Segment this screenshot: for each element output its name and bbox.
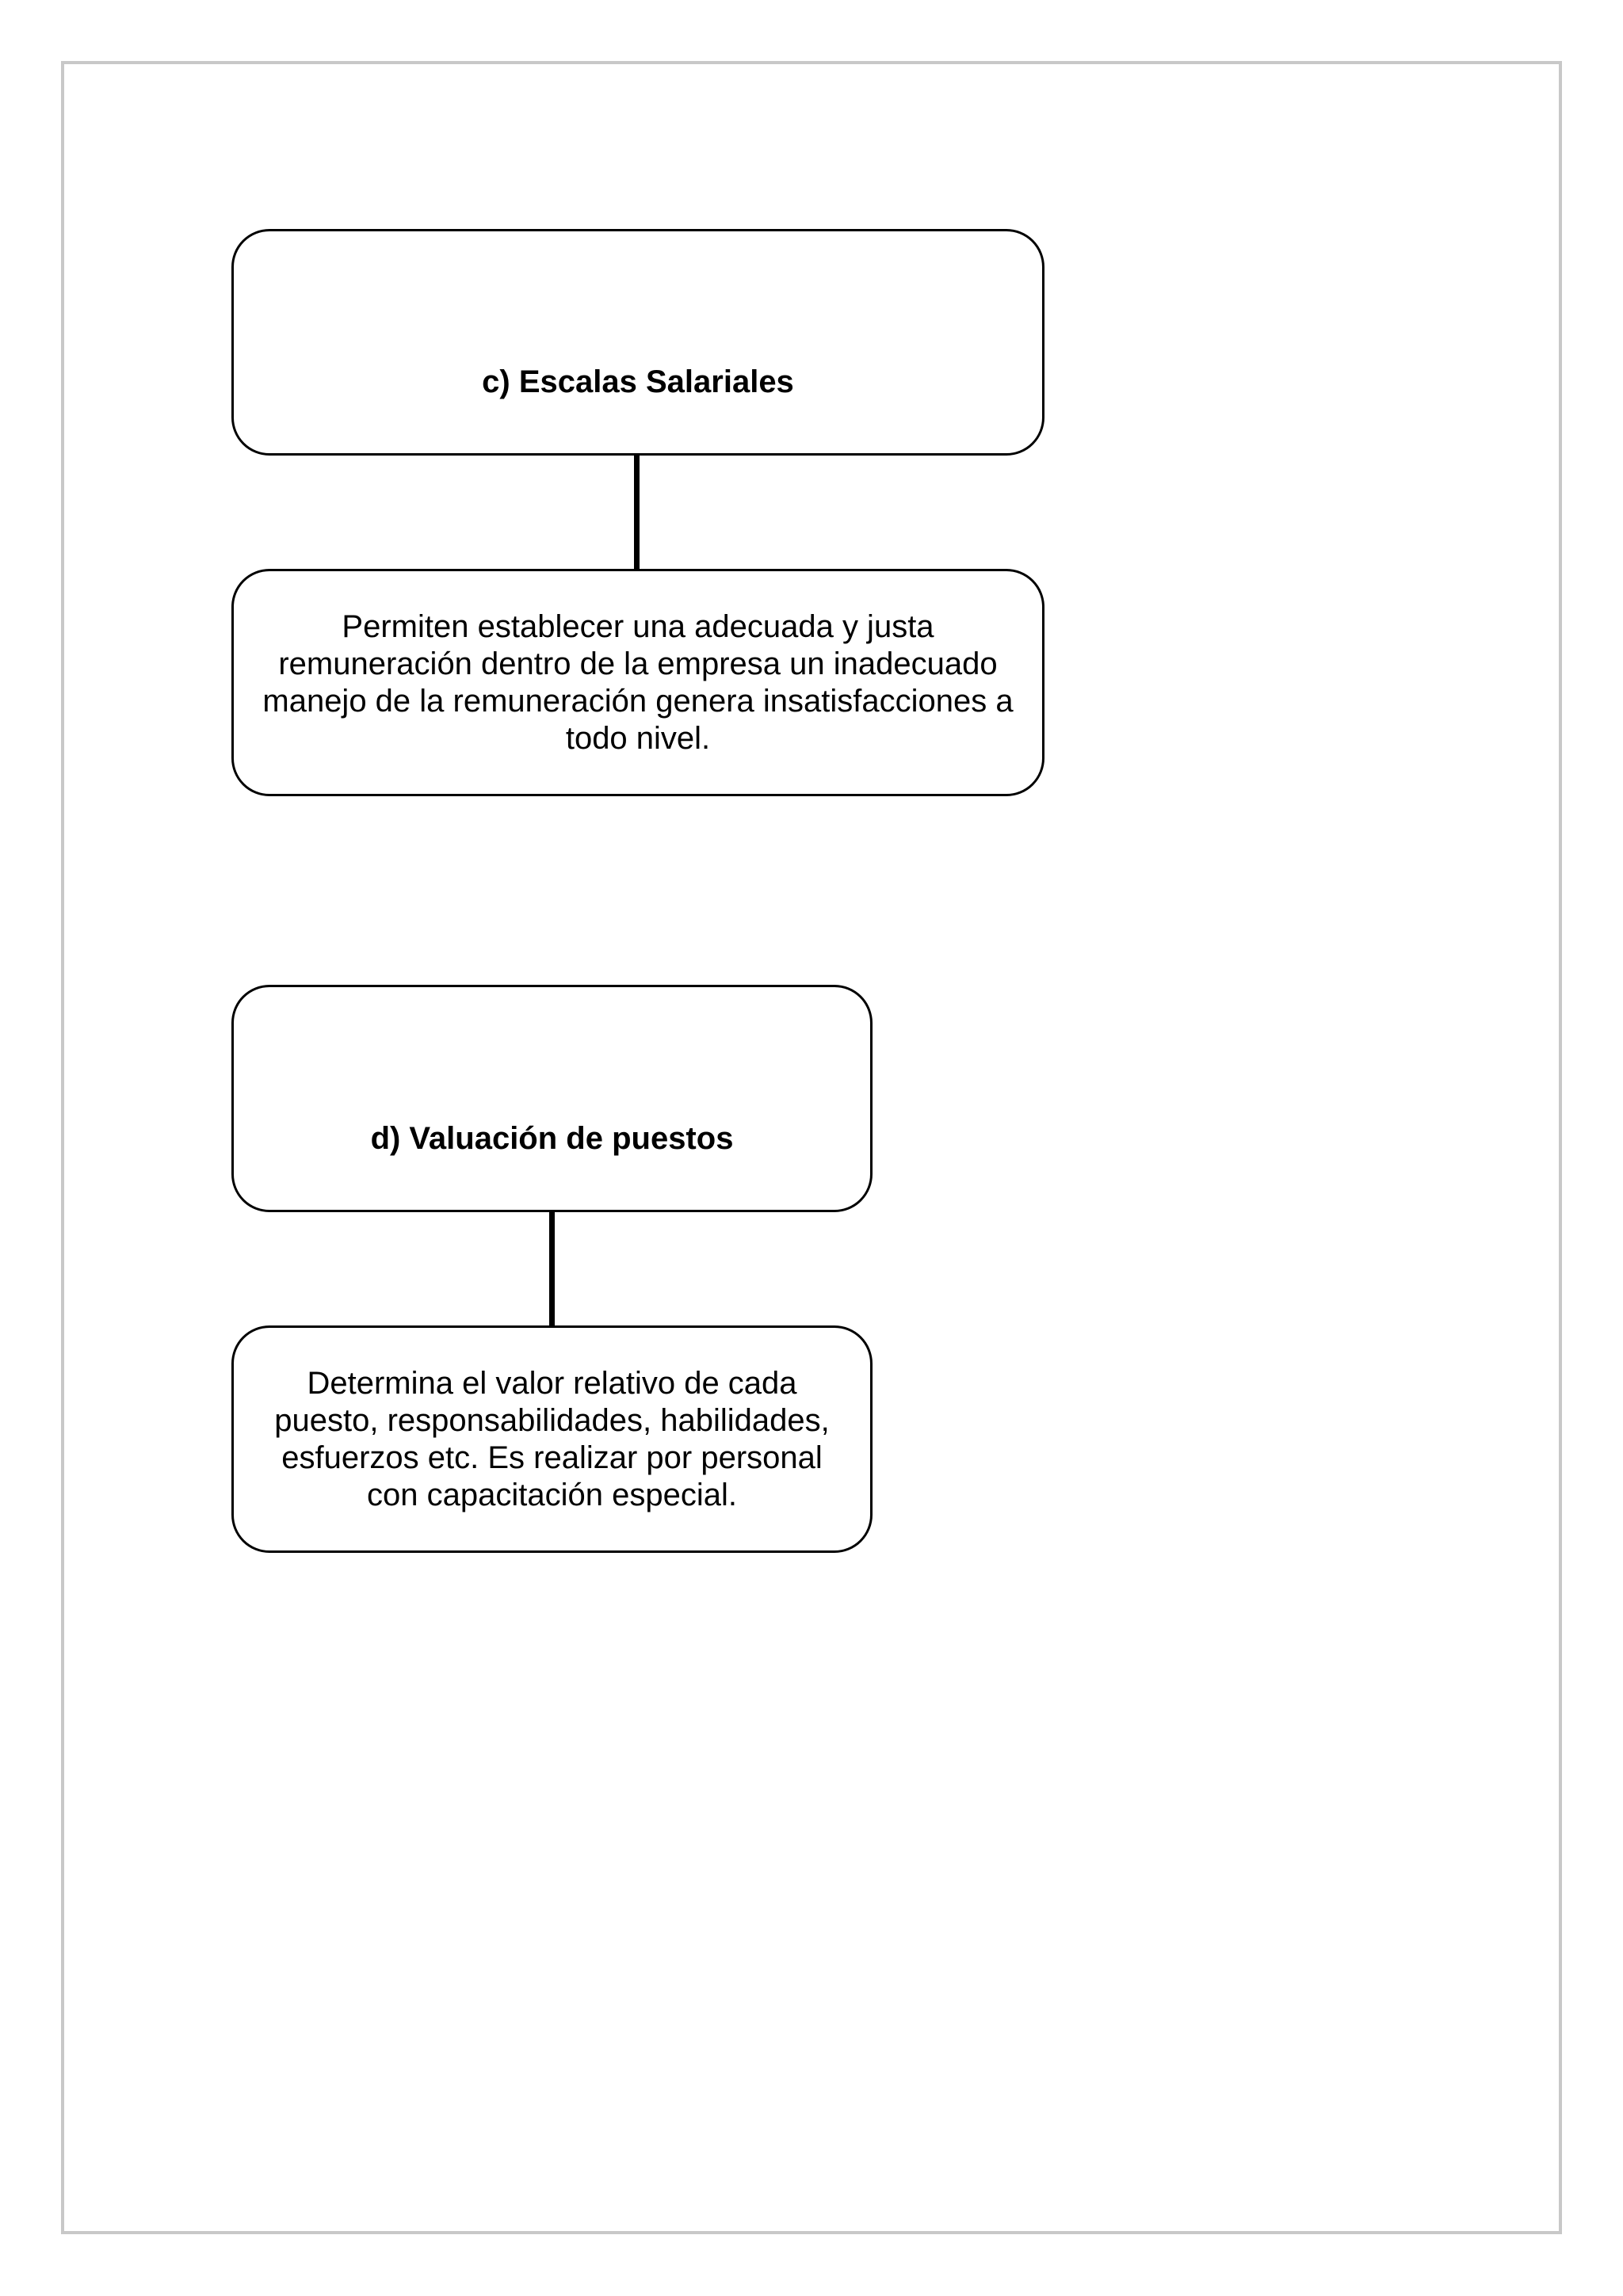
- escalas-salariales-description: Permiten establecer una adecuada y justa remuneración dentro de la empresa un inadecuado manejo de la remuneración genera insatisfacciones a todo nivel.: [262, 608, 1014, 756]
- escalas-salariales-title-box: [231, 229, 1044, 456]
- valuacion-puestos-title: d) Valuación de puestos: [370, 1121, 734, 1156]
- valuacion-puestos-description: Determina el valor relativo de cada puesto, responsabilidades, habilidades, esfuerzos etc. Es realizar por personal con capacitación especial.: [274, 1365, 830, 1512]
- escalas-salariales-description-box: [231, 569, 1044, 796]
- valuacion-puestos-description-box: [231, 1325, 873, 1553]
- valuacion-puestos-title-box: [231, 985, 873, 1212]
- escalas-salariales-title: c) Escalas Salariales: [482, 364, 794, 399]
- escalas-salariales-connector: [634, 456, 640, 569]
- valuacion-puestos-connector: [549, 1212, 555, 1325]
